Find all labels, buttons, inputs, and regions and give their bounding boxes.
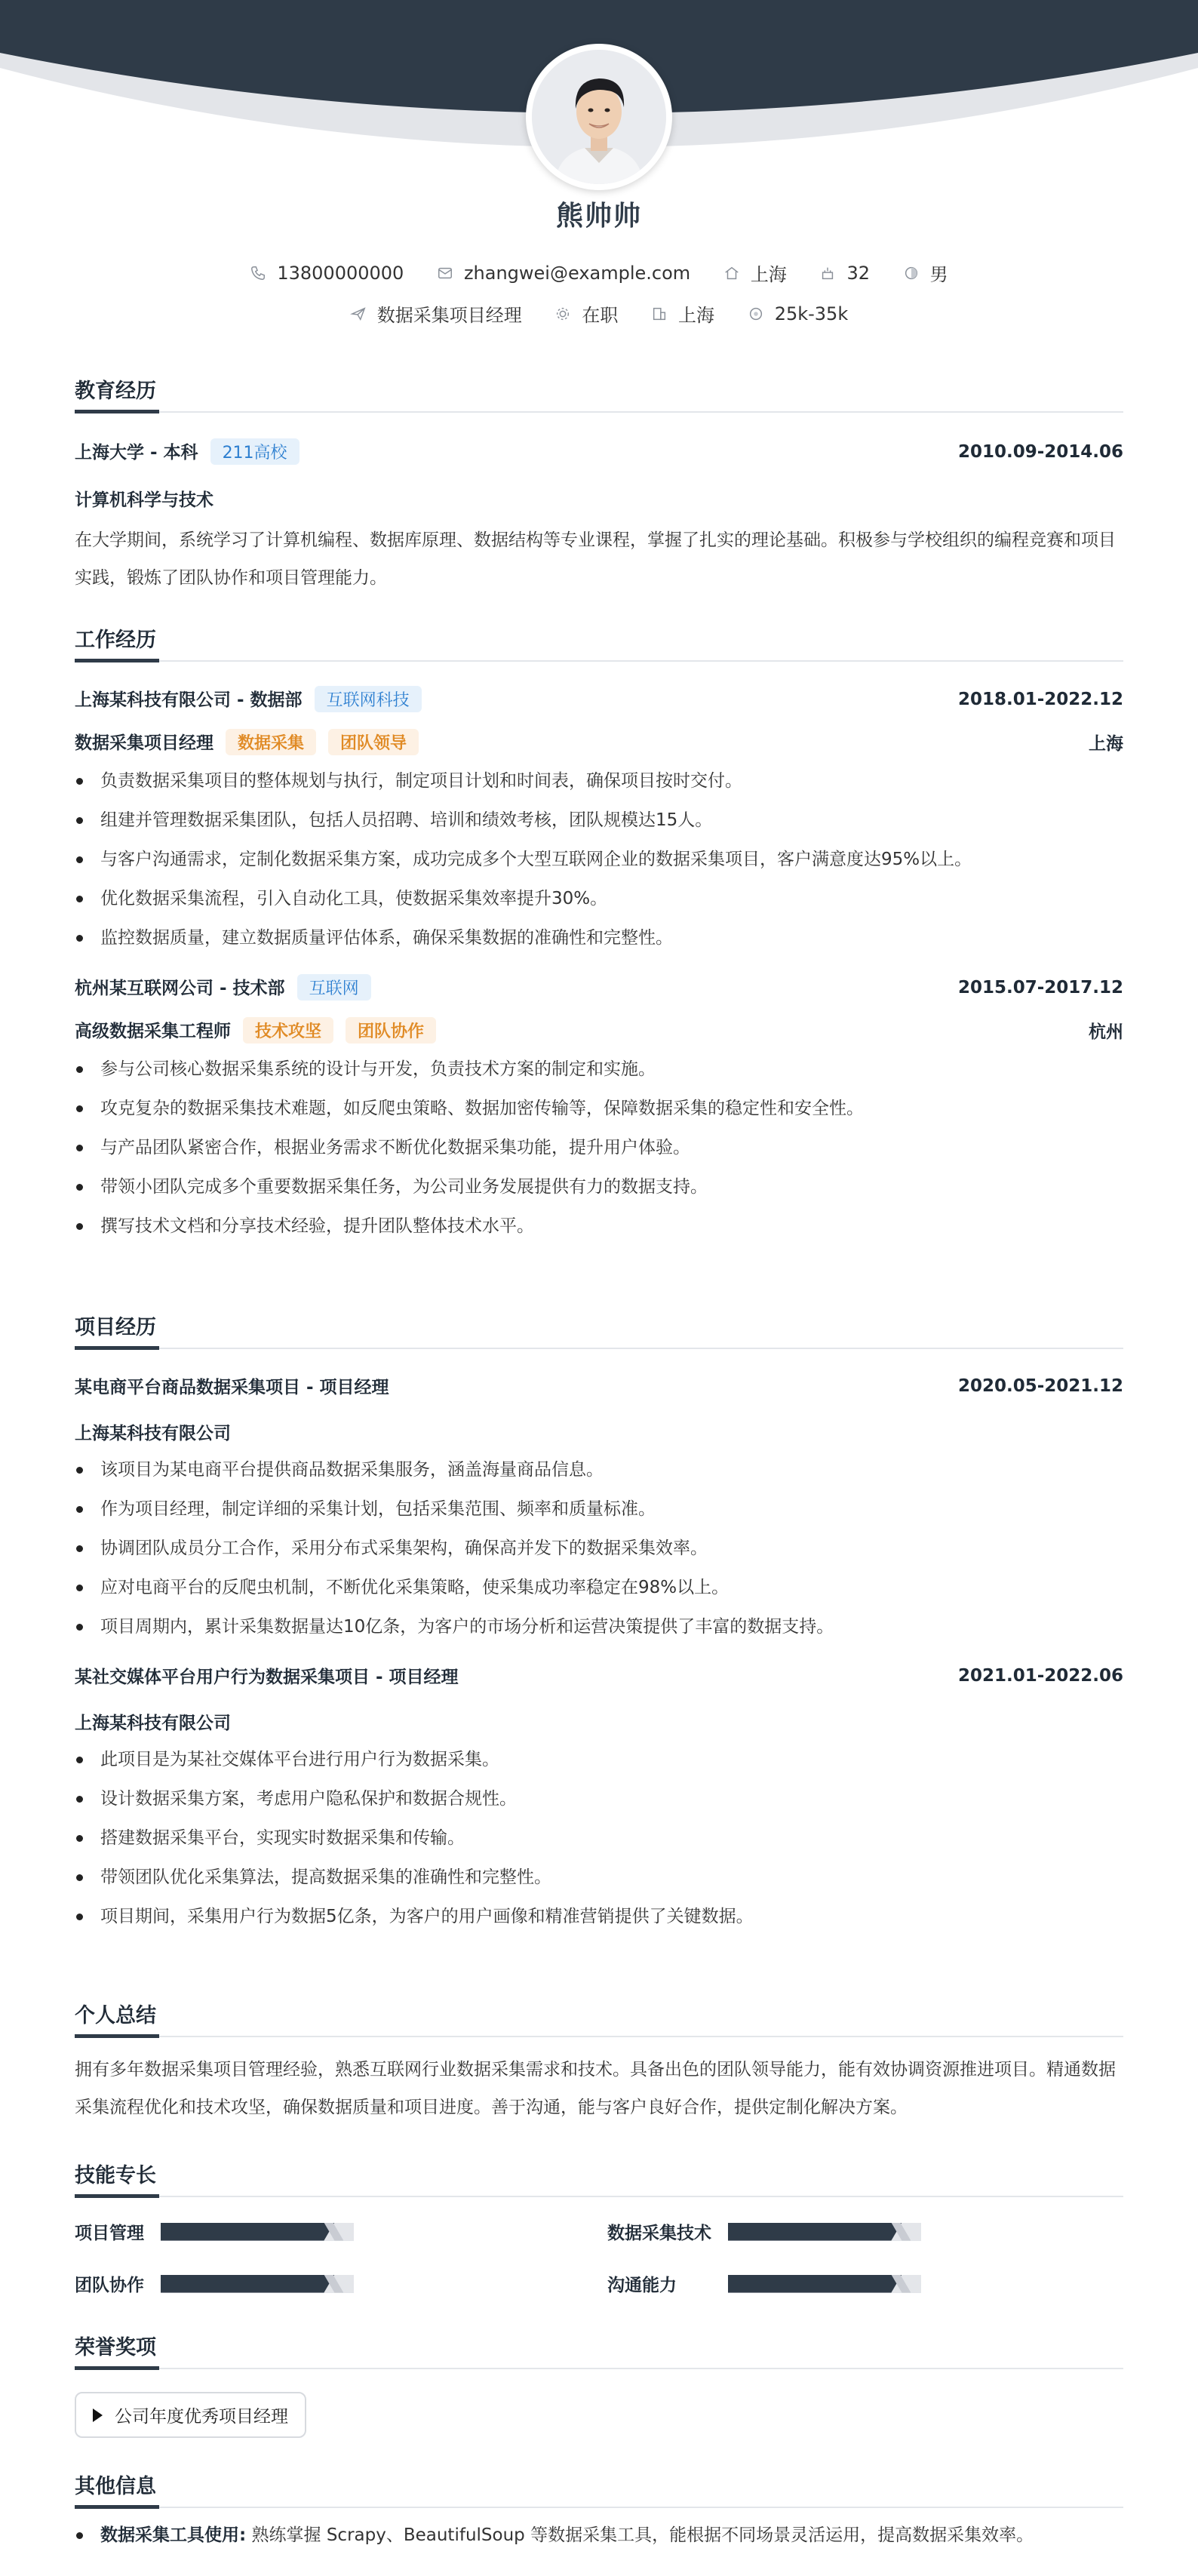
project-header-row	[75, 1663, 1123, 1688]
list-item: 设计数据采集方案，考虑用户隐私保护和数据合规性。	[75, 1779, 1123, 1818]
skill-name: 项目管理	[75, 2224, 144, 2243]
project-org: 上海某科技有限公司	[75, 1424, 231, 1443]
company-line	[75, 974, 371, 1001]
skill-name: 团队协作	[75, 2276, 144, 2295]
project-points	[75, 1740, 1123, 1936]
building-icon	[651, 306, 668, 322]
work-points	[75, 761, 1123, 958]
award-text: 公司年度优秀项目经理	[115, 2407, 288, 2427]
city-item	[723, 260, 787, 286]
work-company-row	[75, 974, 1123, 1001]
skills-title: 技能专长	[75, 2159, 1123, 2197]
phone-icon	[250, 265, 266, 281]
list-item: 组建并管理数据采集团队，包括人员招聘、培训和绩效考核，团队规模达15人。	[75, 801, 1123, 840]
email-item	[437, 263, 690, 284]
list-item: 项目周期内，累计采集数据量达10亿条，为客户的市场分析和运营决策提供了丰富的数据支持。	[75, 1607, 1123, 1646]
project-name: 某电商平台商品数据采集项目 - 项目经理	[75, 1378, 389, 1397]
skill-item	[75, 2219, 354, 2244]
skill-item	[607, 2219, 921, 2244]
summary-section	[75, 1999, 1123, 2126]
project-name: 某社交媒体平台用户行为数据采集项目 - 项目经理	[75, 1668, 459, 1687]
other-title: 其他信息	[75, 2470, 1123, 2508]
company-name: 杭州某互联网公司 - 技术部	[75, 979, 285, 998]
work-title: 工作经历	[75, 623, 1123, 662]
candidate-name: 熊帅帅	[555, 201, 642, 232]
skill-item	[607, 2271, 921, 2296]
honors-section	[75, 2331, 1123, 2438]
major: 计算机科学与技术	[75, 490, 213, 510]
work-role-row	[75, 729, 1123, 755]
role-tag: 团队协作	[346, 1017, 436, 1044]
caret-right-icon	[93, 2408, 103, 2422]
salary-text: 25k-35k	[774, 303, 849, 324]
list-item: 作为项目经理，制定详细的采集计划，包括采集范围、频率和质量标准。	[75, 1489, 1123, 1529]
industry-tag: 互联网科技	[315, 686, 422, 712]
project-item	[75, 1663, 1123, 1936]
skill-bar-fill	[161, 2275, 334, 2293]
target-city-item	[651, 300, 714, 327]
email-text: zhangwei@example.com	[463, 262, 691, 284]
list-item: 该项目为某电商平台提供商品数据采集服务，涵盖海量商品信息。	[75, 1450, 1123, 1489]
list-item: 攻克复杂的数据采集技术难题，如反爬虫策略、数据加密传输等，保障数据采集的稳定性和安全性。	[75, 1089, 1123, 1128]
position-text: 数据采集项目经理	[376, 305, 522, 326]
role-line	[75, 1017, 436, 1044]
summary-title: 个人总结	[75, 1999, 1123, 2037]
education-header-row	[75, 438, 1123, 465]
list-item: 搭建数据采集平台，实现实时数据采集和传输。	[75, 1818, 1123, 1858]
project-header-row	[75, 1373, 1123, 1398]
cake-icon	[819, 265, 836, 281]
list-item: 带领小团队完成多个重要数据采集任务，为公司业务发展提供有力的数据支持。	[75, 1167, 1123, 1207]
skill-bar-fill	[161, 2223, 334, 2241]
projects-title: 项目经历	[75, 1311, 1123, 1349]
city-text: 上海	[750, 264, 787, 285]
skill-name: 沟通能力	[607, 2276, 677, 2295]
work-item	[75, 974, 1123, 1246]
phone-item	[250, 263, 404, 284]
role-line	[75, 729, 419, 755]
list-item: 应对电商平台的反爬虫机制，不断优化采集策略，使采集成功率稳定在98%以上。	[75, 1568, 1123, 1607]
other-text: 熟练掌握 Scrapy、BeautifulSoup 等数据采集工具，能根据不同场景灵活运用，提高数据采集效率。	[251, 2525, 1034, 2545]
education-section	[75, 374, 1123, 597]
project-org: 上海某科技有限公司	[75, 1714, 231, 1733]
gear-icon	[554, 306, 571, 322]
list-item: 撰写技术文档和分享技术经验，提升团队整体技术水平。	[75, 1207, 1123, 1246]
gender-item	[903, 260, 948, 286]
work-item	[75, 686, 1123, 958]
role-tag: 团队领导	[328, 729, 419, 755]
avatar	[526, 44, 672, 190]
list-item: 带领团队优化采集算法，提高数据采集的准确性和完整性。	[75, 1858, 1123, 1897]
work-period: 2018.01-2022.12	[957, 689, 1123, 709]
education-title: 教育经历	[75, 374, 1123, 413]
project-period: 2020.05-2021.12	[957, 1376, 1123, 1396]
list-item: 协调团队成员分工合作，采用分布式采集架构，确保高并发下的数据采集效率。	[75, 1529, 1123, 1568]
education-desc: 在大学期间，系统学习了计算机编程、数据库原理、数据结构等专业课程，掌握了扎实的理论基础。积极参与学校组织的编程竞赛和项目实践，锻炼了团队协作和项目管理能力。	[75, 530, 1116, 588]
school-name: 上海大学 - 本科	[75, 443, 198, 463]
work-company-row	[75, 686, 1123, 712]
projects-section	[75, 1311, 1123, 1936]
list-item	[75, 2516, 1123, 2555]
other-label: 数据采集工具使用:	[100, 2525, 247, 2545]
work-city: 杭州	[1089, 1022, 1123, 1042]
status-item	[554, 300, 618, 327]
list-item: 此项目是为某社交媒体平台进行用户行为数据采集。	[75, 1740, 1123, 1779]
coin-icon	[748, 306, 764, 322]
work-role-row	[75, 1017, 1123, 1044]
skill-bar	[161, 2275, 354, 2293]
role-tag: 技术攻坚	[243, 1017, 333, 1044]
project-period: 2021.01-2022.06	[957, 1665, 1123, 1686]
other-list	[75, 2516, 1123, 2555]
skill-name: 数据采集技术	[607, 2224, 711, 2243]
role-name: 高级数据采集工程师	[75, 1022, 231, 1041]
other-section	[75, 2470, 1123, 2555]
industry-tag: 互联网	[297, 974, 371, 1001]
work-points	[75, 1050, 1123, 1246]
skills-section	[75, 2159, 1123, 2295]
skill-bar	[728, 2223, 921, 2241]
phone-text: 13800000000	[277, 262, 404, 284]
skill-bar	[161, 2223, 354, 2241]
education-period: 2010.09-2014.06	[957, 441, 1123, 462]
work-period: 2015.07-2017.12	[957, 977, 1123, 998]
list-item: 与产品团队紧密合作，根据业务需求不断优化数据采集功能，提升用户体验。	[75, 1128, 1123, 1167]
list-item: 优化数据采集流程，引入自动化工具，使数据采集效率提升30%。	[75, 879, 1123, 918]
job-intent-row	[0, 300, 1198, 327]
honors-title: 荣誉奖项	[75, 2331, 1123, 2369]
position-item	[350, 300, 522, 327]
salary-item	[748, 303, 849, 324]
skill-item	[75, 2271, 354, 2296]
list-item: 与客户沟通需求，定制化数据采集方案，成功完成多个大型互联网企业的数据采集项目，客户满意度达95%以上。	[75, 840, 1123, 879]
email-icon	[437, 265, 453, 281]
role-name: 数据采集项目经理	[75, 733, 213, 753]
project-points	[75, 1450, 1123, 1646]
contact-info-row	[0, 260, 1198, 286]
send-icon	[350, 306, 367, 322]
gender-text: 男	[929, 264, 948, 285]
company-name: 上海某科技有限公司 - 数据部	[75, 690, 303, 710]
project-item	[75, 1373, 1123, 1646]
age-text: 32	[846, 262, 870, 284]
role-tag: 数据采集	[226, 729, 316, 755]
work-section	[75, 623, 1123, 1246]
school-tag: 211高校	[210, 438, 300, 465]
summary-text: 拥有多年数据采集项目管理经验，熟悉互联网行业数据采集需求和技术。具备出色的团队领导能力，能有效协调资源推进项目。精通数据采集流程优化和技术攻坚，确保数据质量和项目进度。善于沟通，能与客户良好合作，提供定制化解决方案。	[75, 2060, 1116, 2117]
award-item	[75, 2392, 306, 2438]
home-icon	[723, 265, 740, 281]
work-city: 上海	[1089, 734, 1123, 754]
company-line	[75, 686, 422, 712]
gender-icon	[903, 265, 920, 281]
skill-bar-fill	[728, 2223, 902, 2241]
skill-bar	[728, 2275, 921, 2293]
skill-bar-fill	[728, 2275, 902, 2293]
list-item: 参与公司核心数据采集系统的设计与开发，负责技术方案的制定和实施。	[75, 1050, 1123, 1089]
school-line	[75, 438, 300, 465]
status-text: 在职	[582, 305, 619, 326]
list-item: 项目期间，采集用户行为数据5亿条，为客户的用户画像和精准营销提供了关键数据。	[75, 1897, 1123, 1936]
age-item	[819, 263, 870, 284]
list-item: 负责数据采集项目的整体规划与执行，制定项目计划和时间表，确保项目按时交付。	[75, 761, 1123, 801]
target-city-text: 上海	[678, 305, 715, 326]
list-item: 监控数据质量，建立数据质量评估体系，确保采集数据的准确性和完整性。	[75, 918, 1123, 958]
